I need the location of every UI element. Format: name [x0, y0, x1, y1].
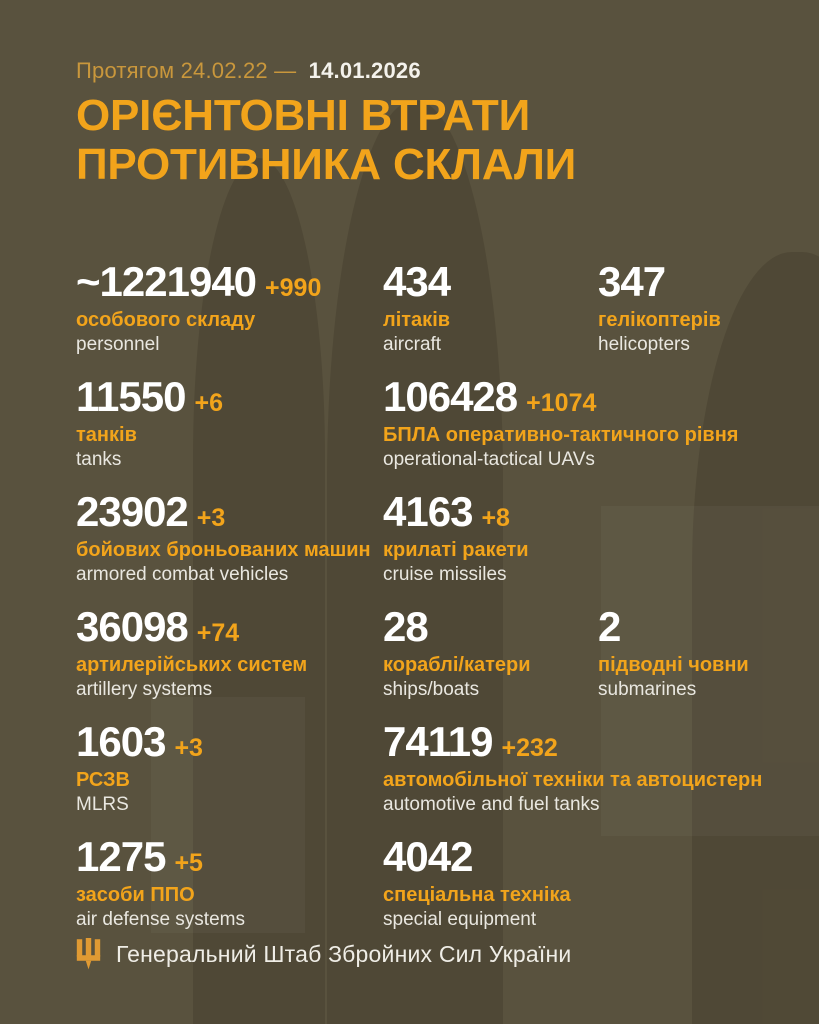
stat-ships: [383, 605, 598, 720]
stat-delta: +74: [196, 619, 240, 647]
page-title: [76, 92, 576, 190]
stat-label-en: automotive and fuel tanks: [383, 794, 600, 816]
stat-label-en: tanks: [76, 449, 122, 471]
stat-label-ua: танків: [76, 424, 137, 447]
stat-label-en: cruise missiles: [383, 564, 507, 586]
stat-label-en: special equipment: [383, 909, 537, 931]
stat-artillery: [76, 605, 383, 720]
stat-label-ua: спеціальна техніка: [383, 884, 571, 907]
stat-tanks: [76, 375, 383, 490]
period-line: [76, 58, 421, 84]
stat-label-en: air defense systems: [76, 909, 245, 931]
trident-icon: [76, 938, 101, 970]
stat-value: 2: [598, 603, 621, 650]
stat-label-ua: особового складу: [76, 309, 256, 332]
stat-armored-vehicles: [76, 490, 383, 605]
stat-label-ua: РСЗВ: [76, 769, 130, 792]
stat-special-equipment: [383, 835, 819, 950]
stat-label-ua: літаків: [383, 309, 451, 332]
stat-label-en: MLRS: [76, 794, 129, 816]
stat-delta: +3: [196, 504, 226, 532]
footer: [76, 938, 571, 970]
stat-delta: +3: [174, 734, 203, 762]
stat-mlrs: [76, 720, 383, 835]
stat-label-en: ships/boats: [383, 679, 480, 701]
stat-value: 1275: [76, 833, 166, 880]
stat-value: 106428: [383, 373, 518, 420]
stat-value: 347: [598, 258, 666, 305]
stat-value: 434: [383, 258, 451, 305]
stat-value: 4042: [383, 833, 473, 880]
stat-label-ua: бойових броньованих машин: [76, 539, 371, 562]
stat-personnel: [76, 260, 383, 375]
stat-value: 74119: [383, 718, 493, 765]
stat-label-ua: підводні човни: [598, 654, 749, 677]
stat-label-en: aircraft: [383, 334, 442, 356]
page-title-line2: ПРОТИВНИКА СКЛАЛИ: [76, 139, 577, 189]
stat-label-ua: БПЛА оперативно-тактичного рівня: [383, 424, 739, 447]
stat-label-ua: крилаті ракети: [383, 539, 529, 562]
stat-automotive: [383, 720, 819, 835]
stat-label-en: personnel: [76, 334, 160, 356]
stat-submarines: [598, 605, 819, 720]
stat-delta: +232: [501, 734, 558, 762]
stat-label-en: operational-tactical UAVs: [383, 449, 595, 471]
stat-label-ua: артилерійських систем: [76, 654, 308, 677]
stat-helicopters: [598, 260, 819, 375]
stat-value: 23902: [76, 488, 188, 535]
stat-delta: +8: [481, 504, 510, 532]
stat-label-ua: автомобільної техніки та автоцистерн: [383, 769, 763, 792]
stat-label-ua: гелікоптерів: [598, 309, 721, 332]
stat-value: 28: [383, 603, 428, 650]
stat-delta: +990: [265, 274, 322, 302]
page-title-line1: ОРІЄНТОВНІ ВТРАТИ: [76, 91, 531, 140]
footer-org-label: Генеральний Штаб Збройних Сил України: [116, 940, 572, 967]
stat-label-ua: кораблі/катери: [383, 654, 531, 677]
stat-value: 1603: [76, 718, 166, 765]
stat-air-defense: [76, 835, 383, 950]
losses-grid: [76, 260, 819, 950]
stat-label-ua: засоби ППО: [76, 884, 195, 907]
stat-label-en: armored combat vehicles: [76, 564, 289, 586]
stat-label-en: helicopters: [598, 334, 690, 356]
stat-cruise-missiles: [383, 490, 819, 605]
stat-value: 11550: [76, 373, 186, 420]
stat-value: ~1221940: [76, 258, 257, 305]
stat-label-en: submarines: [598, 679, 697, 701]
stat-uavs: [383, 375, 819, 490]
period-date: 14.01.2026: [308, 58, 421, 83]
stat-aircraft: [383, 260, 598, 375]
stat-delta: +1074: [526, 389, 597, 417]
stat-value: 4163: [383, 488, 473, 535]
stat-label-en: artillery systems: [76, 679, 213, 701]
period-prefix: Протягом 24.02.22 —: [76, 58, 297, 83]
stat-delta: +6: [194, 389, 223, 417]
stat-delta: +5: [174, 849, 203, 877]
stat-value: 36098: [76, 603, 188, 650]
